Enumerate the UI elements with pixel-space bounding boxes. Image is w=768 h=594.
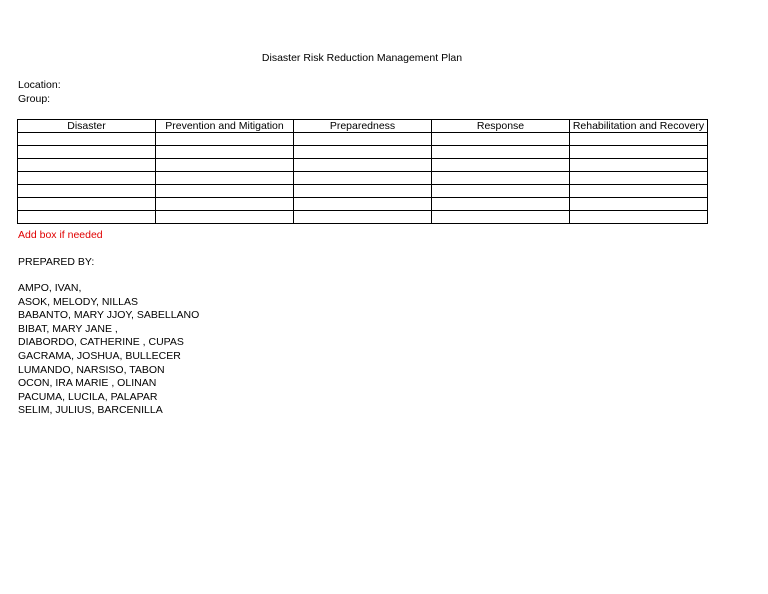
- list-item: PACUMA, LUCILA, PALAPAR: [18, 390, 158, 403]
- table-body: [18, 133, 708, 224]
- table-cell[interactable]: [570, 211, 708, 224]
- table-cell[interactable]: [294, 185, 432, 198]
- list-item: AMPO, IVAN,: [18, 282, 82, 294]
- table-row: [18, 146, 708, 159]
- header-preparedness: Preparedness: [294, 120, 432, 133]
- prepared-by-label: PREPARED BY:: [18, 256, 95, 268]
- table-row: [18, 133, 708, 146]
- list-item: BIBAT, MARY JANE ,: [18, 322, 118, 335]
- plan-table: [17, 119, 708, 224]
- names-list: [18, 282, 199, 418]
- table-cell[interactable]: [18, 185, 156, 198]
- table-cell[interactable]: [294, 133, 432, 146]
- table-cell[interactable]: [156, 172, 294, 185]
- table-row: [18, 159, 708, 172]
- list-item: GACRAMA, JOSHUA, BULLECER: [18, 349, 181, 362]
- header-prevention-mitigation: Prevention and Mitigation: [156, 120, 294, 133]
- table-cell[interactable]: [294, 211, 432, 224]
- header-response: Response: [432, 120, 570, 133]
- table-cell[interactable]: [18, 146, 156, 159]
- table-row: [18, 172, 708, 185]
- table-cell[interactable]: [156, 159, 294, 172]
- table-cell[interactable]: [294, 159, 432, 172]
- table-cell[interactable]: [570, 146, 708, 159]
- table-cell[interactable]: [156, 211, 294, 224]
- table-header-row: [18, 120, 708, 133]
- location-label: Location:: [18, 79, 61, 91]
- list-item: SELIM, JULIUS, BARCENILLA: [18, 404, 163, 417]
- table-cell[interactable]: [432, 211, 570, 224]
- table-cell[interactable]: [294, 172, 432, 185]
- table-cell[interactable]: [570, 133, 708, 146]
- list-item: LUMANDO, NARSISO, TABON: [18, 363, 165, 376]
- table-cell[interactable]: [156, 198, 294, 211]
- table-cell[interactable]: [432, 133, 570, 146]
- list-item: OCON, IRA MARIE , OLINAN: [18, 377, 157, 390]
- table-cell[interactable]: [18, 211, 156, 224]
- add-box-note: Add box if needed: [18, 229, 103, 241]
- list-item: BABANTO, MARY JJOY, SABELLANO: [18, 309, 200, 322]
- table-cell[interactable]: [18, 133, 156, 146]
- table-cell[interactable]: [294, 198, 432, 211]
- group-label: Group:: [18, 93, 51, 105]
- table-cell[interactable]: [570, 159, 708, 172]
- table-cell[interactable]: [156, 185, 294, 198]
- table-cell[interactable]: [570, 198, 708, 211]
- table-row: [18, 185, 708, 198]
- table-row: [18, 211, 708, 224]
- document-title: Disaster Risk Reduction Management Plan: [261, 52, 463, 64]
- table-cell[interactable]: [570, 185, 708, 198]
- list-item: ASOK, MELODY, NILLAS: [18, 295, 139, 308]
- table-cell[interactable]: [156, 133, 294, 146]
- table-cell[interactable]: [156, 146, 294, 159]
- header-rehabilitation-recovery: Rehabilitation and Recovery: [570, 120, 708, 133]
- table-cell[interactable]: [570, 172, 708, 185]
- table-cell[interactable]: [18, 159, 156, 172]
- table-cell[interactable]: [18, 172, 156, 185]
- table-cell[interactable]: [432, 198, 570, 211]
- table-cell[interactable]: [18, 198, 156, 211]
- list-item: DIABORDO, CATHERINE , CUPAS: [18, 336, 184, 349]
- table-cell[interactable]: [432, 159, 570, 172]
- table-cell[interactable]: [294, 146, 432, 159]
- table-row: [18, 198, 708, 211]
- table-cell[interactable]: [432, 146, 570, 159]
- table-cell[interactable]: [432, 172, 570, 185]
- table-cell[interactable]: [432, 185, 570, 198]
- header-disaster: Disaster: [18, 120, 156, 133]
